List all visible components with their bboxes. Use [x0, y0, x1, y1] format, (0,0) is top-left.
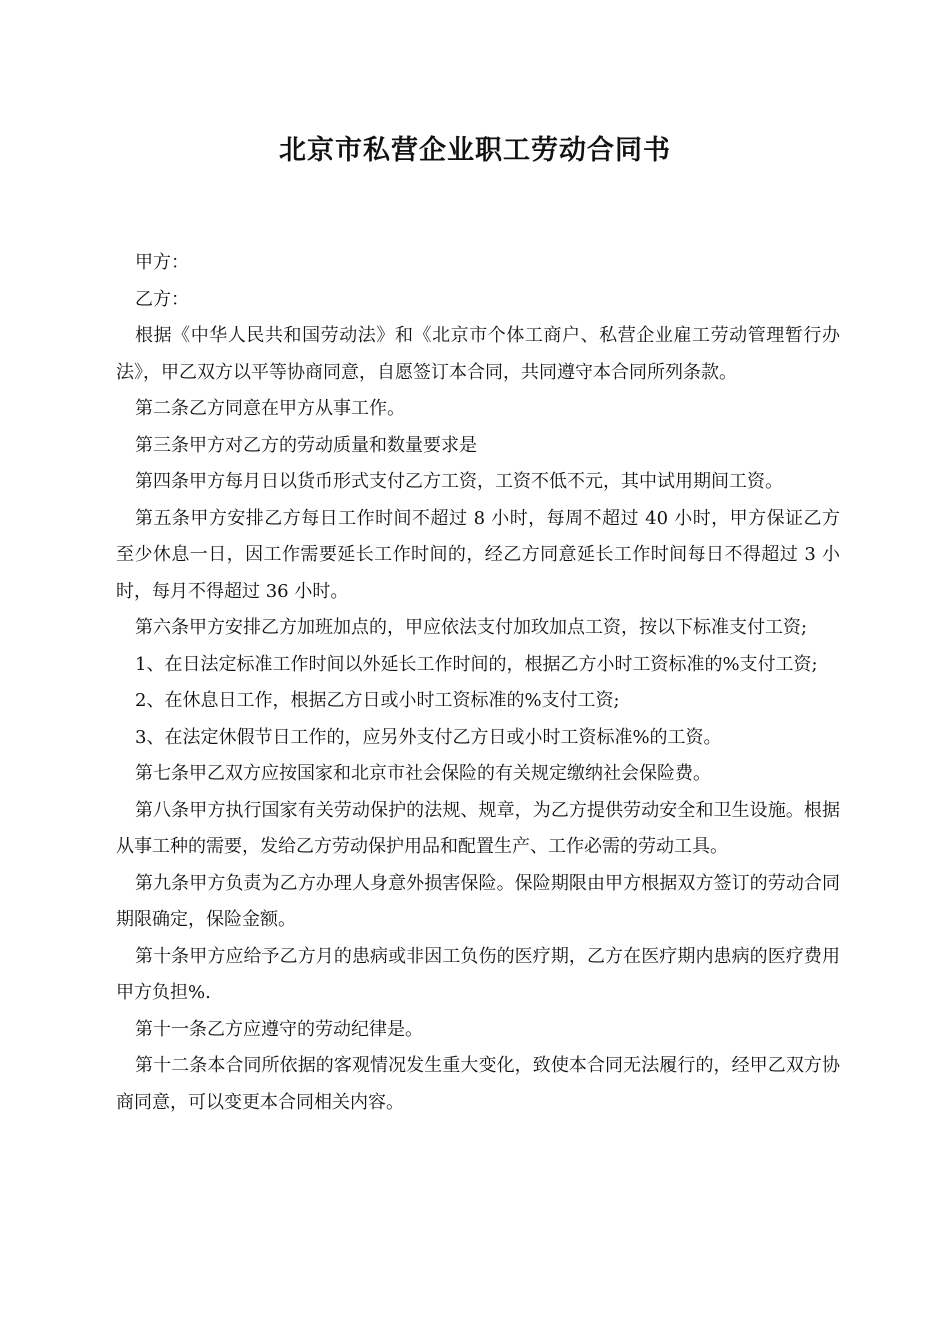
article-6-item-3: 3、在法定休假节日工作的，应另外支付乙方日或小时工资标准%的工资。: [135, 726, 722, 748]
article-5: 第五条甲方安排乙方每日工作时间不超过 8 小时，每周不超过 40 小时，甲方保证乙方至少休息一日，因工作需要延长工作时间的，经乙方同意延长工作时间每日不得超过 3 小时，每月不得超过 36 小时。: [116, 507, 840, 602]
party-a-line: 甲方：: [135, 252, 189, 273]
article-3: 第三条甲方对乙方的劳动质量和数量要求是: [135, 434, 477, 456]
party-b-line: 乙方：: [135, 288, 189, 310]
article-6: 第六条甲方安排乙方加班加点的，甲应依法支付加玫加点工资，按以下标准支付工资;: [135, 617, 808, 638]
article-8: 第八条甲方执行国家有关劳动保护的法规、规章，为乙方提供劳动安全和卫生设施。根据从事工种的需要，发给乙方劳动保护用品和配置生产、工作必需的劳动工具。: [116, 799, 840, 857]
article-6-item-2: 2、在休息日工作，根据乙方日或小时工资标准的%支付工资;: [135, 690, 620, 711]
document-body: [116, 245, 840, 1121]
article-6-item-1: 1、在日法定标准工作时间以外延长工作时间的，根据乙方小时工资标准的%支付工资;: [135, 653, 818, 675]
article-9: 第九条甲方负责为乙方办理人身意外损害保险。保险期限由甲方根据双方签订的劳动合同期限确定，保险金额。: [116, 872, 840, 930]
article-4: 第四条甲方每月日以货币形式支付乙方工资，工资不低不元，其中试用期间工资。: [135, 471, 783, 492]
article-7: 第七条甲乙双方应按国家和北京市社会保险的有关规定缴纳社会保险费。: [135, 763, 711, 784]
article-2: 第二条乙方同意在甲方从事工作。: [135, 398, 405, 419]
document-title: 北京市私营企业职工劳动合同书: [279, 135, 671, 166]
article-10: 第十条甲方应给予乙方月的患病或非因工负伤的医疗期，乙方在医疗期内患病的医疗费用甲方负担%.: [116, 945, 840, 1003]
article-12: 第十二条本合同所依据的客观情况发生重大变化，致使本合同无法履行的，经甲乙双方协商同意，可以变更本合同相关内容。: [116, 1055, 840, 1113]
preamble-paragraph: 根据《中华人民共和国劳动法》和《北京市个体工商户、私营企业雇工劳动管理暂行办法》，甲乙双方以平等协商同意，自愿签订本合同，共同遵守本合同所列条款。: [116, 325, 840, 383]
article-11: 第十一条乙方应遵守的劳动纪律是。: [135, 1018, 423, 1040]
